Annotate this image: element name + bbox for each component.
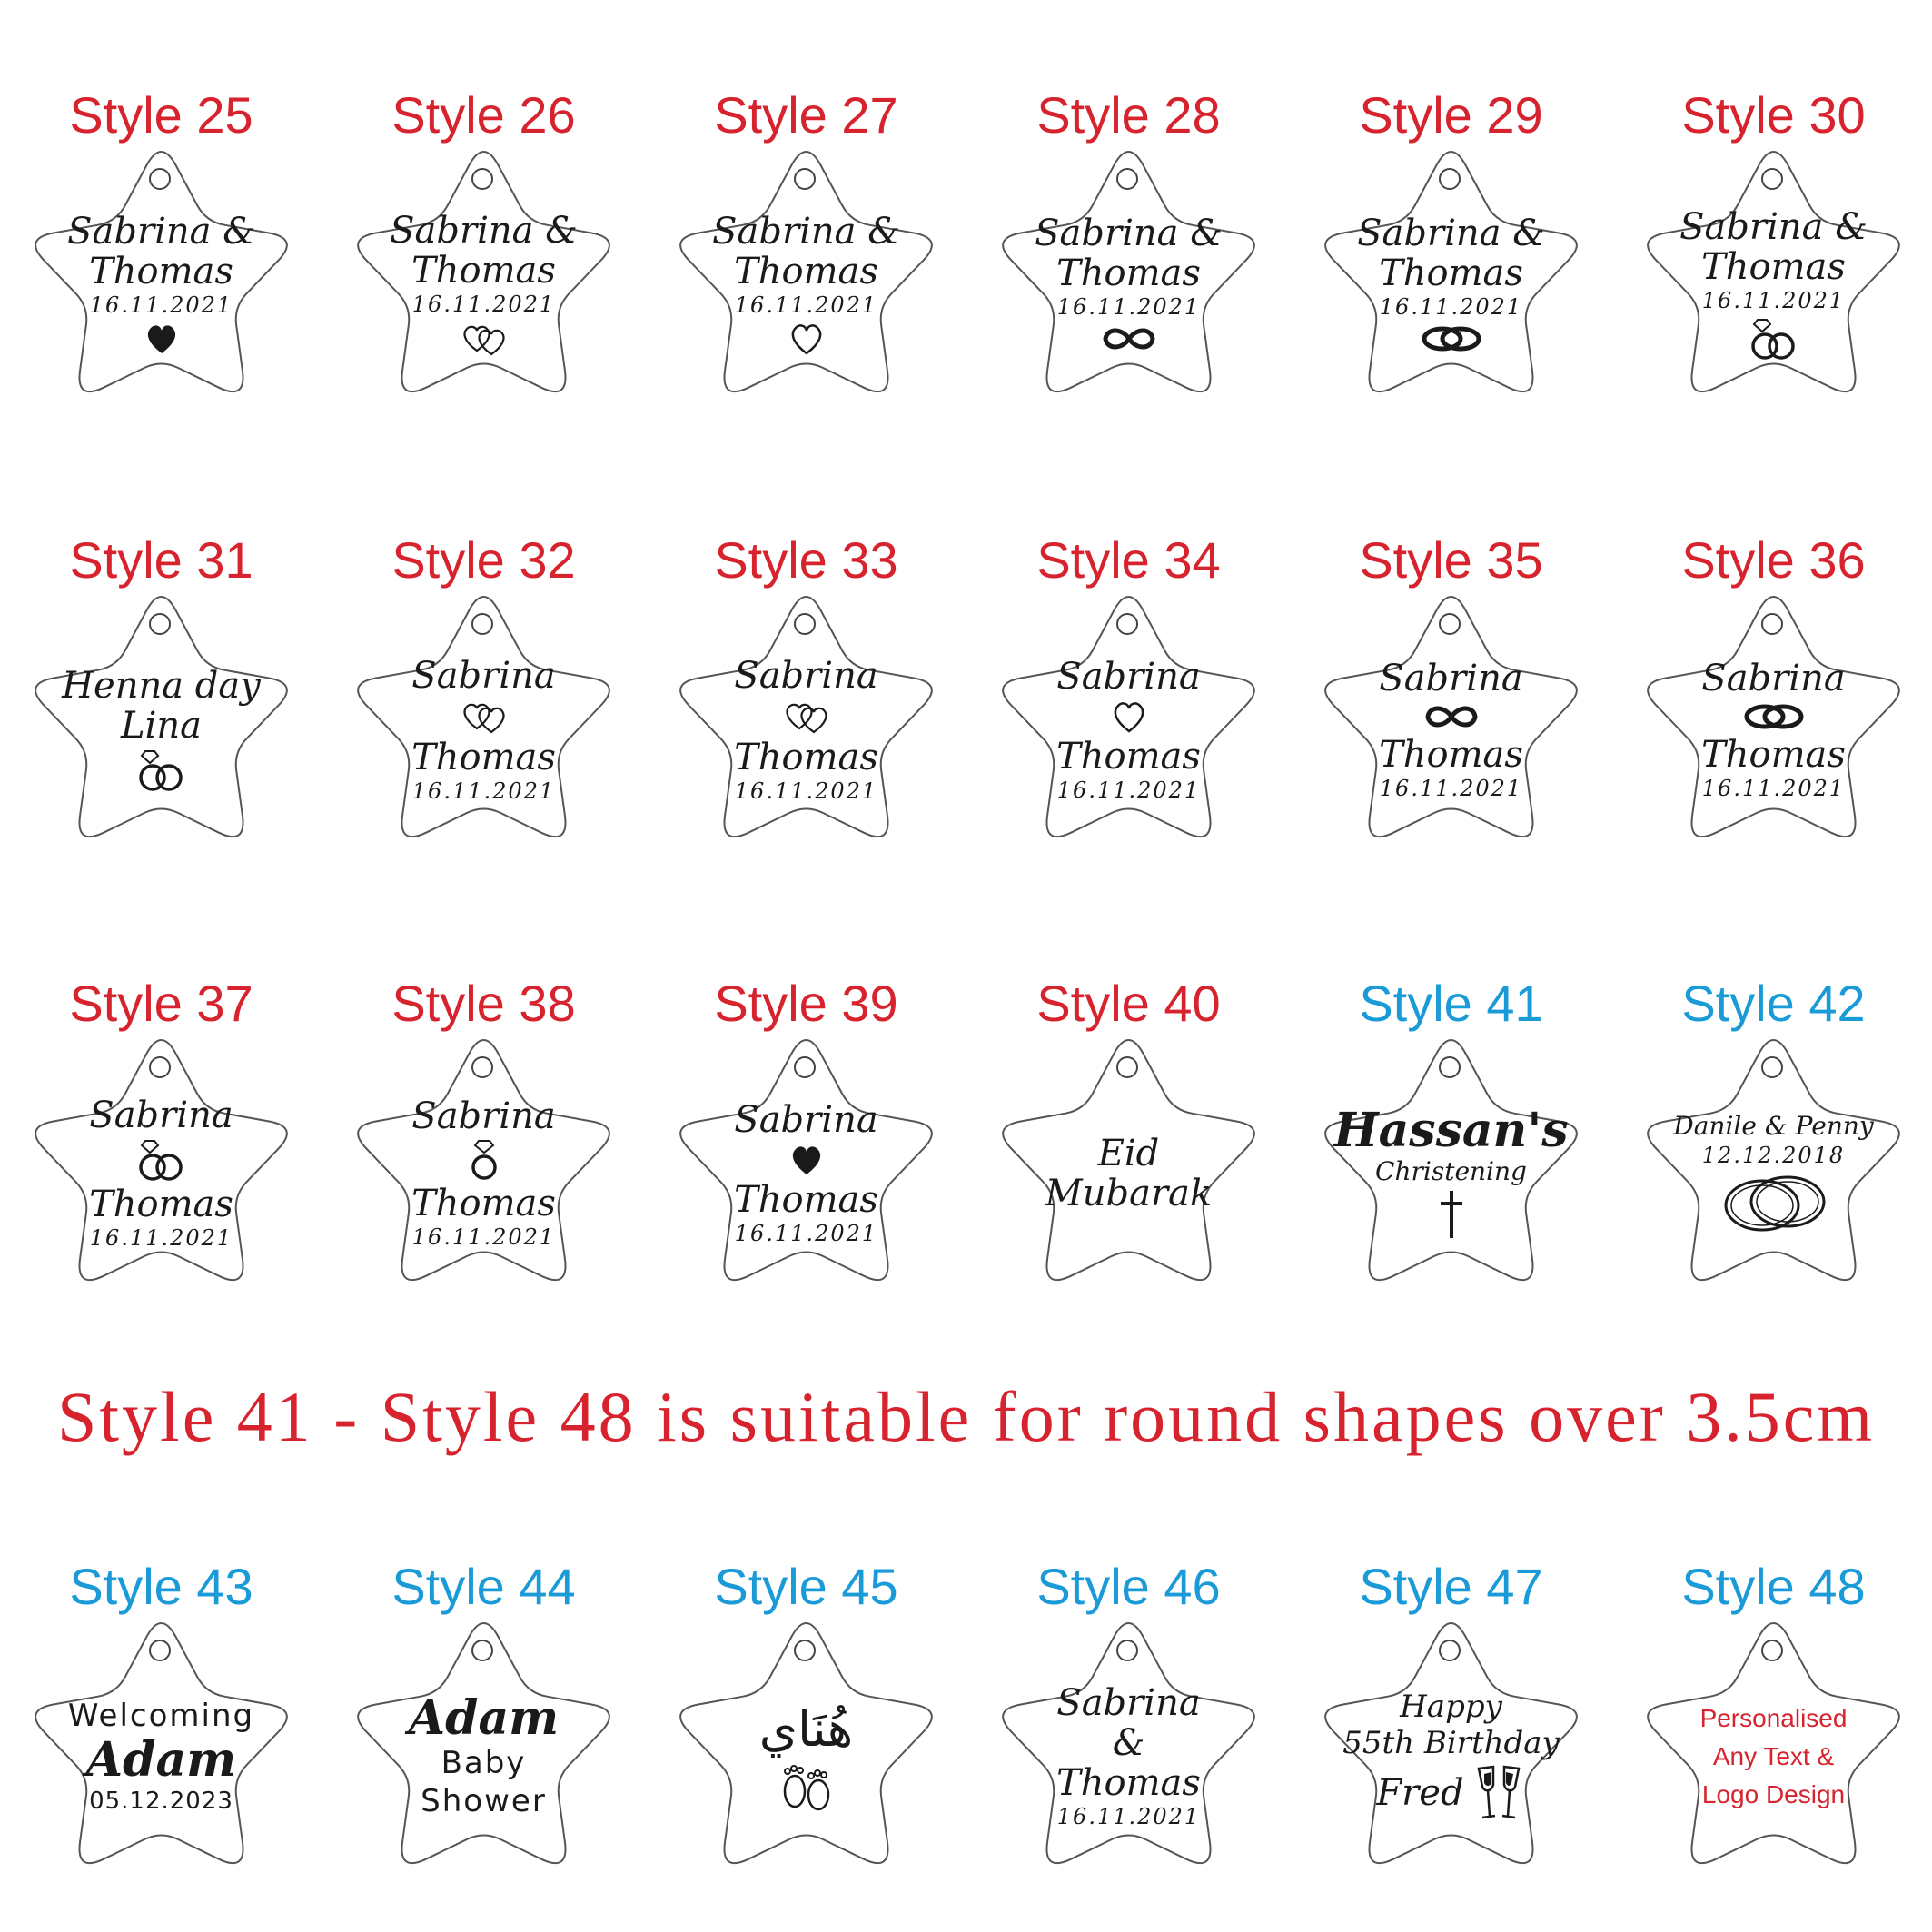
star-tag [670,1605,942,1878]
engraving-text: Welcoming [67,1698,255,1734]
tag-engraving [53,199,270,372]
engraving-line-row [390,211,578,251]
engraving-text: 16.11.2021 [1056,778,1201,803]
hanging-hole [1116,1640,1138,1661]
engraving-line-row [1113,1723,1145,1763]
star-tag [1315,1022,1587,1294]
engraving-line-row [1380,775,1522,802]
wedding-bands-icon [1417,322,1486,355]
engraving-text: Sabrina & [1035,213,1223,254]
engraving-line-row [412,1224,555,1251]
engraving-line-row [90,292,233,319]
large-rings-icon [1715,1171,1833,1234]
engraving-text: Eid [1097,1133,1160,1174]
style-tag [1612,1558,1932,1921]
engraving-text: Happy [1400,1689,1502,1725]
engraving-text: Thomas [411,737,556,778]
baby-feet-icon [775,1760,838,1811]
style-label: Style 47 [1359,1558,1543,1615]
engraving-line-row [1376,1761,1525,1825]
style-tag [0,86,322,450]
engraving-line-row [1057,293,1200,321]
tag-engraving [1342,1670,1560,1843]
engraving-line-row [411,1184,556,1224]
style-tag [1612,975,1932,1338]
engraving-text: Christening [1375,1156,1527,1186]
engraving-line-row [411,1096,555,1136]
engraving-text: Thomas [1056,253,1201,294]
engraving-line-row [712,212,900,252]
engraving-line-row [1700,1699,1848,1738]
engraving-line-row [1379,659,1522,698]
tag-engraving [375,1087,592,1260]
engraving-line-row [1379,735,1523,775]
engraving-line-row [1056,253,1201,293]
style-tag [967,531,1290,895]
tag-engraving [1020,1670,1237,1843]
heart-solid-icon [788,1142,825,1178]
hanging-hole [1439,613,1461,635]
star-tag [1638,579,1909,851]
engraving-line-row [121,706,202,746]
engraving-text: Sabrina [734,1099,878,1141]
hanging-hole [471,1640,493,1661]
engraving-text: Shower [421,1783,547,1819]
style-label: Style 45 [714,1558,898,1615]
hanging-hole [1116,1056,1138,1078]
engraving-text: 05.12.2023 [89,1788,233,1815]
style-label: Style 37 [69,975,253,1032]
engraving-line-row [1702,1142,1845,1169]
star-tag [1315,134,1587,406]
engraving-line-row [421,1782,547,1820]
style-tag [967,975,1290,1338]
heart-solid-icon [144,321,180,357]
style-tag [322,531,645,895]
engraving-text: Thomas [411,250,556,292]
star-tag [348,134,619,406]
infinity-icon [1096,322,1162,355]
style-tag [0,531,322,895]
star-tag [993,134,1264,406]
engraving-line-row [441,1744,527,1782]
engraving-line-row [89,1095,233,1135]
star-tag [1315,579,1587,851]
wedding-bands-icon [1739,700,1808,733]
style-tag [1290,975,1612,1338]
hanging-hole [149,1640,171,1661]
star-tag [1638,1022,1909,1294]
style-tag [967,86,1290,450]
style-tag [645,86,967,450]
engraving-text: Sabrina [1701,658,1846,699]
engraving-text: Any Text & [1712,1742,1835,1770]
tag-engraving [1342,644,1560,817]
style-tag [322,86,645,450]
star-tag [25,134,297,406]
hanging-hole [471,168,493,190]
tag-engraving [698,199,915,372]
engraving-line-row [1701,659,1845,698]
hanging-hole [794,168,816,190]
hanging-hole [794,613,816,635]
engraving-line-row [1380,293,1522,321]
star-tag [348,579,619,851]
hanging-hole [471,1056,493,1078]
style-label: Style 29 [1359,86,1543,144]
star-tag [670,579,942,851]
engraving-line-row [408,1690,560,1746]
style-tag [0,1558,322,1921]
engraving-line-row [734,1100,877,1140]
engraving-line-row [1045,1174,1212,1214]
engraving-text: Thomas [1379,253,1523,294]
style-label: Style 42 [1681,975,1866,1032]
engraving-text: Thomas [734,1179,878,1221]
double-heart-icon [779,698,834,736]
tag-engraving [698,1670,915,1843]
engraving-line-row [1035,213,1223,253]
star-tag [993,1605,1264,1878]
engraving-line-row [734,656,877,696]
star-tag [348,1605,619,1878]
style-tag [1612,531,1932,895]
tag-engraving [375,199,592,372]
engraving-line-row [1056,657,1200,697]
tag-engraving [1665,1670,1882,1843]
engraving-line-row [1702,287,1845,314]
engraving-line-row [1679,207,1868,247]
tag-engraving [1665,644,1882,817]
engraving-line-row [735,778,877,805]
engraving-line-row [411,738,556,778]
style-label: Style 48 [1681,1558,1866,1615]
engraving-line-row [734,252,878,292]
style-label: Style 35 [1359,531,1543,589]
engraving-text: 16.11.2021 [411,292,556,317]
engraving-text: Sabrina [411,1095,556,1137]
star-tag [348,1022,619,1294]
engraving-text: Sabrina & [1679,206,1868,248]
tag-engraving [1665,1087,1882,1260]
engraving-line-row [1379,253,1523,293]
engraving-line-row [1057,1803,1200,1830]
style-tag [0,975,322,1338]
tag-engraving [698,644,915,817]
style-tag [645,975,967,1338]
star-tag [993,1022,1264,1294]
hanging-hole [1439,1056,1461,1078]
engraving-text: Thomas [89,251,233,292]
hanging-hole [471,613,493,635]
heart-outline-icon [1111,698,1147,735]
engraving-text: 16.11.2021 [89,292,233,318]
hanging-hole [1761,1640,1783,1661]
engraving-text: Sabrina & [712,211,900,253]
engraving-text: Sabrina [89,1095,233,1136]
style-tag [1290,86,1612,450]
engraving-text: Thomas [734,737,878,778]
star-tag [670,134,942,406]
engraving-text: Sabrina [411,655,556,697]
diamond-rings-icon [133,748,191,793]
engraving-text: Logo Design [1701,1780,1846,1808]
engraving-text: Thomas [1701,734,1846,776]
tag-engraving [375,1670,592,1843]
engraving-text: Sabrina [1056,1682,1201,1724]
style-label: Style 39 [714,975,898,1032]
engraving-text: هُنَاي [758,1700,854,1758]
engraving-text: Thomas [1056,736,1201,778]
star-tag [1638,1605,1909,1878]
engraving-text: 16.11.2021 [411,778,556,804]
diamond-ring-icon [468,1138,500,1182]
style-tag [1290,531,1612,895]
hanging-hole [149,613,171,635]
engraving-line-row [1702,775,1845,802]
engraving-line-row [412,778,555,805]
hanging-hole [1439,168,1461,190]
style-tag [322,975,645,1338]
engraving-text: Thomas [411,1183,556,1224]
engraving-text: Mubarak [1045,1173,1213,1214]
engraving-text: 16.11.2021 [1701,776,1846,801]
star-tag [1315,1605,1587,1878]
engraving-text: 16.11.2021 [734,1221,878,1246]
engraving-line-row [1400,1689,1502,1725]
engraving-text: Fred [1376,1772,1464,1814]
engraving-line-row [1673,1111,1873,1142]
engraving-line-row [734,1180,878,1220]
hanging-hole [1761,613,1783,635]
tag-engraving [53,644,270,817]
engraving-line-row [1357,213,1545,253]
hanging-hole [1439,1640,1461,1661]
double-heart-icon [457,698,511,736]
style-label: Style 27 [714,86,898,144]
engraving-line-row [1375,1156,1527,1187]
style-label: Style 44 [391,1558,576,1615]
engraving-text: Thomas [1056,1762,1201,1804]
infinity-icon [1419,700,1484,733]
engraving-text: Personalised [1699,1704,1848,1732]
engraving-text: 16.11.2021 [411,1224,556,1250]
star-tag [1638,134,1909,406]
engraving-text: 16.11.2021 [1701,288,1846,313]
engraving-text: 16.11.2021 [734,778,878,804]
style-label: Style 40 [1036,975,1221,1032]
engraving-text: Henna day [62,665,261,707]
engraving-text: 16.11.2021 [1056,294,1201,320]
tag-engraving [698,1087,915,1260]
engraving-text: 16.11.2021 [1056,1804,1201,1829]
engraving-text: Hassan's [1333,1103,1569,1158]
heart-outline-icon [788,321,825,357]
engraving-line-row [735,292,877,319]
engraving-text: Thomas [89,1184,233,1225]
tag-engraving [53,1670,270,1843]
engraving-text: Sabrina & [390,210,578,252]
engraving-text: Sabrina & [1357,213,1545,254]
engraving-text: Adam [408,1690,560,1746]
engraving-text: 16.11.2021 [734,292,878,318]
engraving-text: Baby [441,1745,527,1781]
engraving-line-row [1057,777,1200,804]
engraving-line-row [1713,1738,1834,1776]
star-tag [25,579,297,851]
tag-engraving [53,1087,270,1260]
engraving-line-row [90,1224,233,1252]
engraving-text: Sabrina & [67,211,255,253]
hanging-hole [1116,168,1138,190]
style-tag [322,1558,645,1921]
hanging-hole [1761,1056,1783,1078]
champagne-glasses-icon [1471,1761,1526,1825]
engraving-text: Adam [85,1732,237,1788]
style-label: Style 32 [391,531,576,589]
engraving-text: 16.11.2021 [1379,294,1523,320]
tag-engraving [1333,1087,1569,1260]
style-tag [967,1558,1290,1921]
cross-icon [1438,1189,1465,1240]
engraving-text: Danile & Penny [1673,1111,1874,1141]
double-heart-icon [457,320,511,358]
engraving-line-row [734,738,878,778]
engraving-line-row [735,1220,877,1247]
engraving-line-row [85,1732,237,1788]
engraving-line-row [411,656,555,696]
style-label: Style 26 [391,86,576,144]
hanging-hole [794,1640,816,1661]
engraving-line-row [1701,735,1846,775]
hanging-hole [1116,613,1138,635]
engraving-text: Sabrina [1056,656,1201,698]
engraving-line-row [89,1786,233,1817]
tag-engraving [375,644,592,817]
style-tag [645,531,967,895]
size-note: Style 41 - Style 48 is suitable for round shapes over 3.5cm [56,1377,1876,1456]
style-tag [1612,86,1932,450]
style-label: Style 25 [69,86,253,144]
style-tag [1290,1558,1612,1921]
engraving-line-row [1056,1763,1201,1803]
engraving-text: Sabrina [1379,658,1523,699]
engraving-text: 16.11.2021 [1379,776,1523,801]
tag-engraving [1020,199,1237,372]
engraving-line-row [89,1184,233,1224]
engraving-line-row [1056,1683,1200,1723]
star-tag [993,579,1264,851]
style-label: Style 34 [1036,531,1221,589]
star-tag [670,1022,942,1294]
engraving-text: 12.12.2018 [1701,1143,1846,1168]
style-label: Style 33 [714,531,898,589]
style-tag [645,1558,967,1921]
engraving-line-row [1702,1776,1845,1814]
engraving-line-row [1342,1725,1560,1761]
style-label: Style 36 [1681,531,1866,589]
engraving-line-row [1056,737,1201,777]
engraving-line-row [411,251,556,291]
engraving-line-row [67,212,255,252]
style-label: Style 43 [69,1558,253,1615]
engraving-text: Thomas [1701,246,1846,288]
hanging-hole [1761,168,1783,190]
engraving-text: Thomas [1379,734,1523,776]
engraving-text: Sabrina [734,655,878,697]
diamond-rings-icon [1745,316,1803,362]
hanging-hole [149,168,171,190]
engraving-line-row [1701,247,1846,287]
style-label: Style 46 [1036,1558,1221,1615]
engraving-line-row [68,1697,254,1735]
tag-engraving [1342,199,1560,372]
star-tag [25,1022,297,1294]
tag-engraving [1020,1087,1237,1260]
engraving-line-row [1333,1105,1568,1156]
engraving-line-row [62,666,261,706]
style-label: Style 41 [1359,975,1543,1032]
style-label: Style 30 [1681,86,1866,144]
star-tag [25,1605,297,1878]
engraving-text: Thomas [734,251,878,292]
tag-engraving [1020,644,1237,817]
tag-engraving [1665,199,1882,372]
engraving-line-row [89,252,233,292]
style-label: Style 31 [69,531,253,589]
style-label: Style 38 [391,975,576,1032]
engraving-text: & [1112,1722,1145,1764]
hanging-hole [149,1056,171,1078]
hanging-hole [794,1056,816,1078]
engraving-text: Lina [121,705,202,747]
engraving-text: 16.11.2021 [89,1225,233,1251]
engraving-text: 55th Birthday [1342,1725,1560,1761]
style-label: Style 28 [1036,86,1221,144]
diamond-rings-icon [133,1137,191,1183]
engraving-line-row [412,291,555,318]
engraving-line-row [1098,1134,1160,1174]
engraving-line-row [759,1700,854,1759]
